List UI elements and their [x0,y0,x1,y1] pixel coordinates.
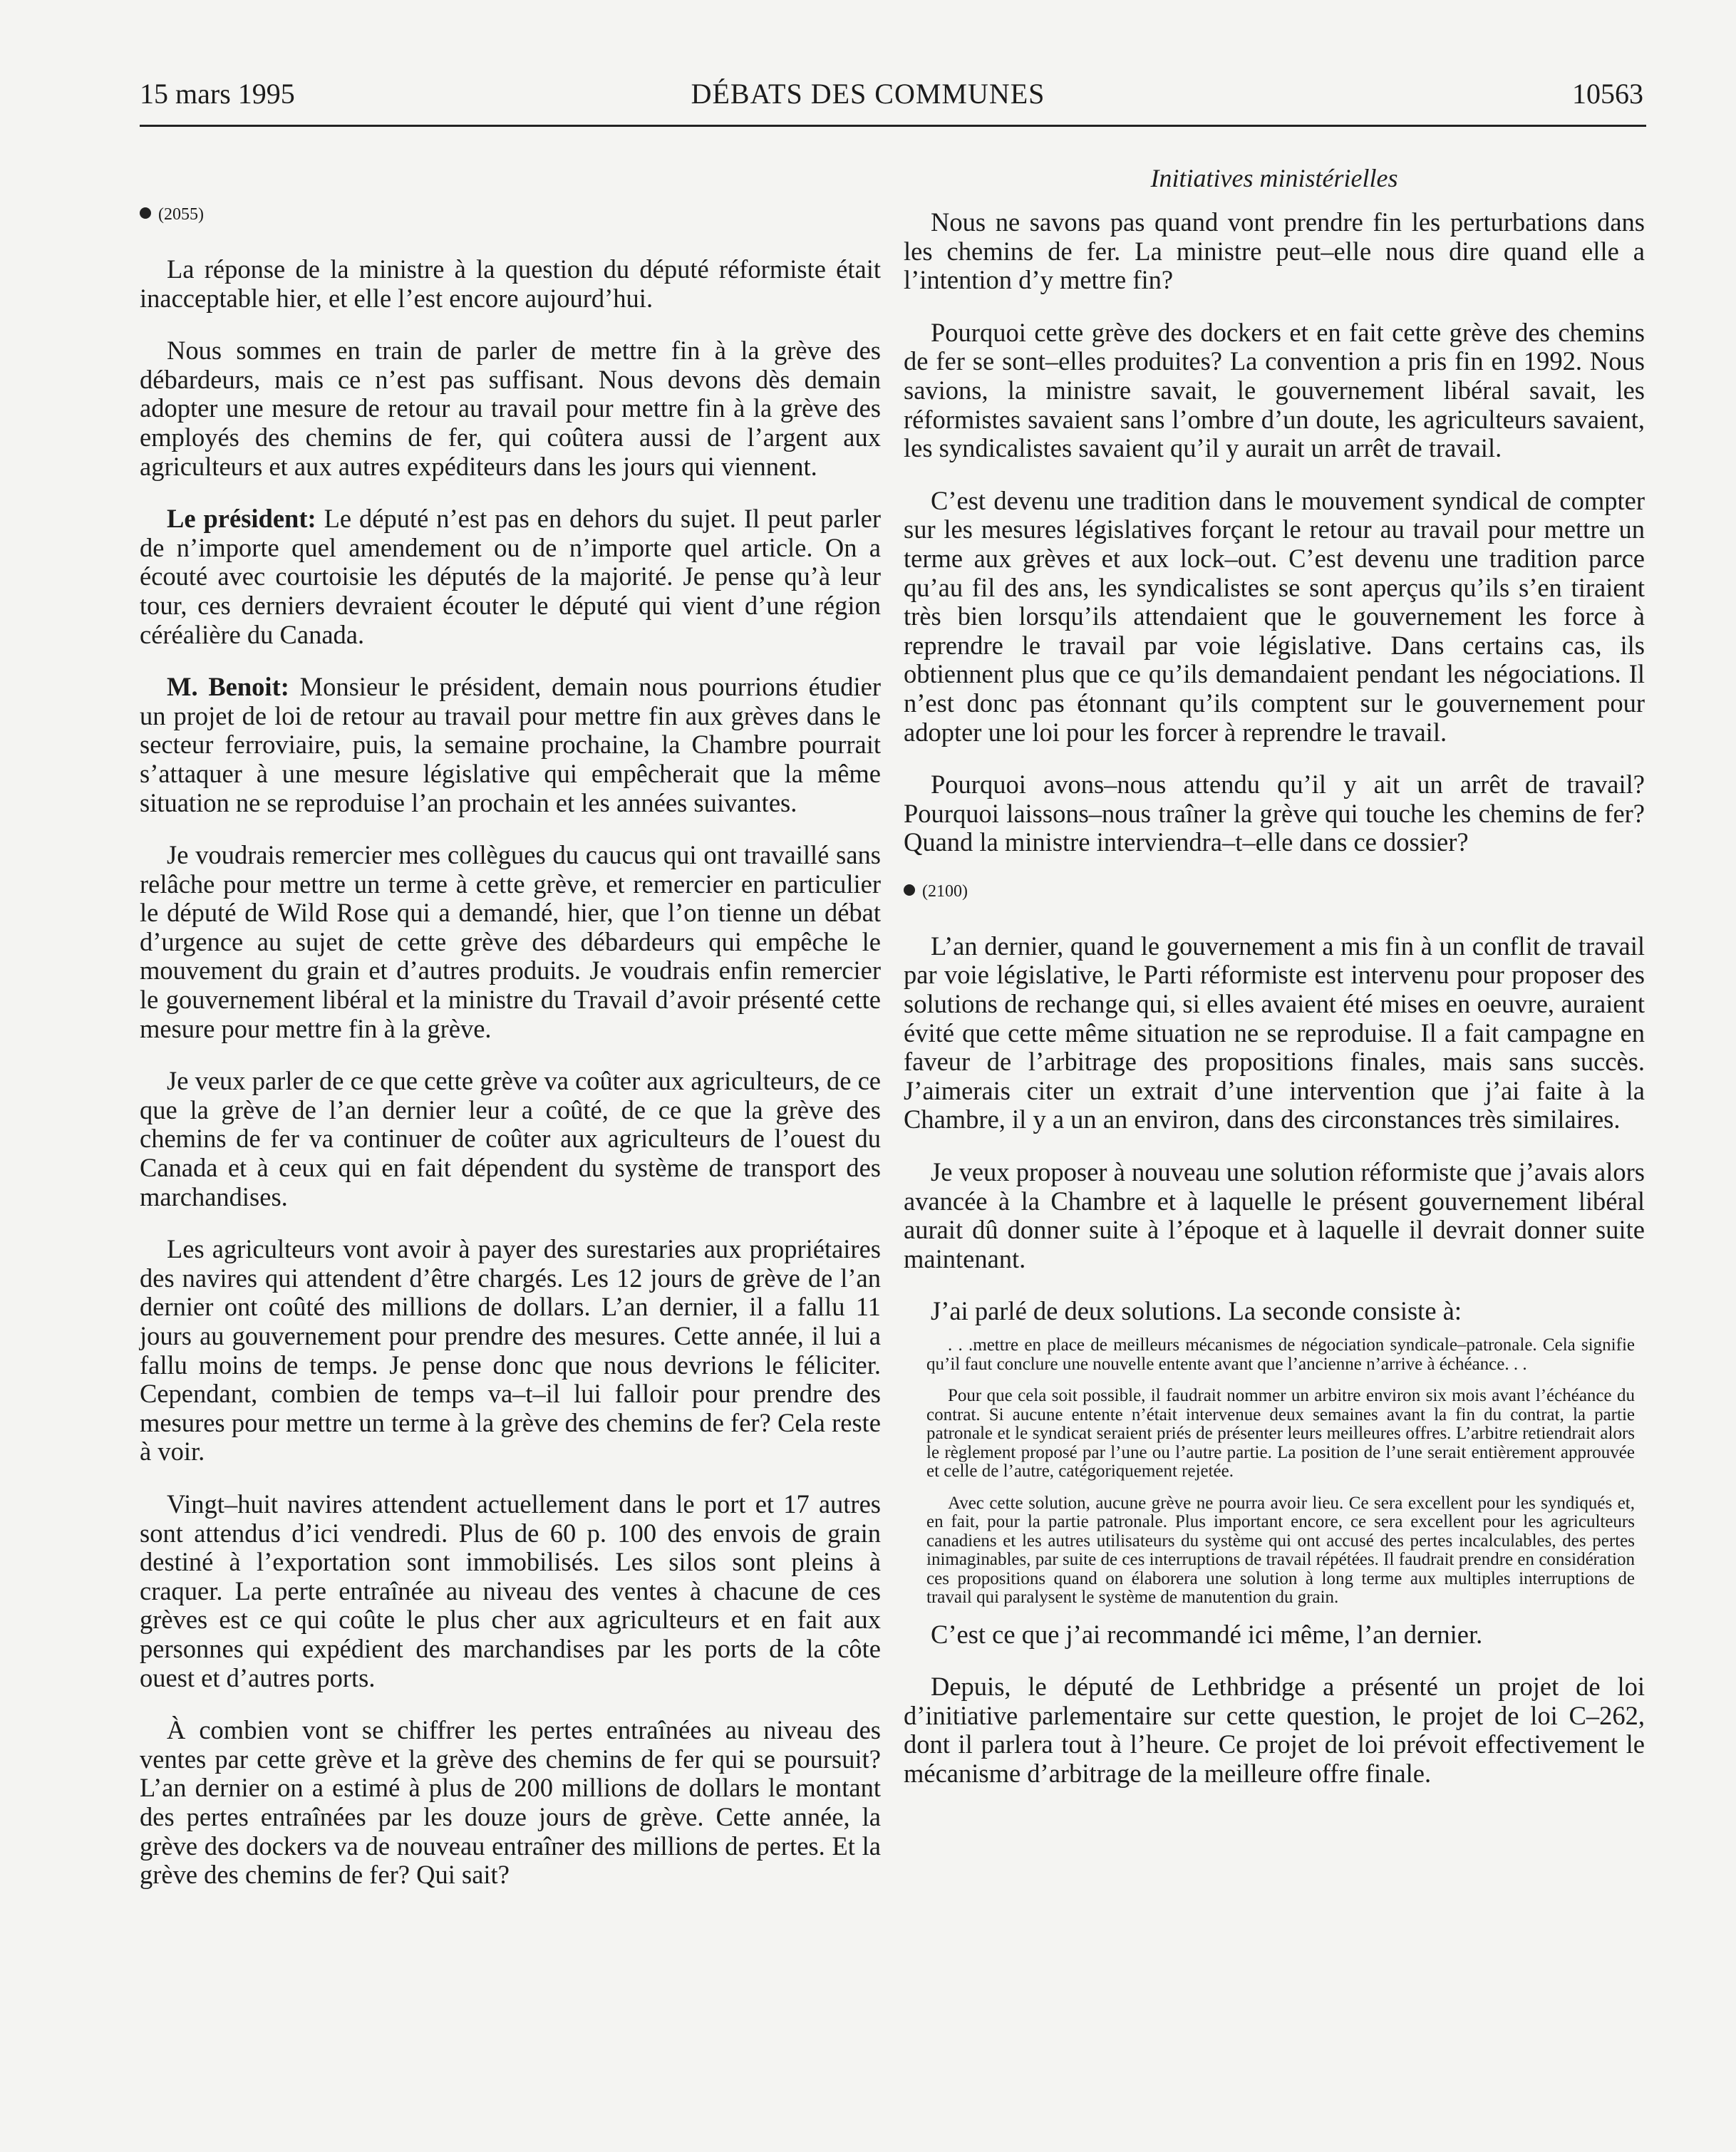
paragraph: Pourquoi cette grève des dockers et en fait cette grève des chemins de fer se sont–elles produites? La convention a pris fin en 1992. Nous savions, la ministre savait, le gouvernement libéral savait, les réformistes savaient sans l’ombre d’un doute, les agriculteurs savaient, les syndicalistes savaient qu’il y aurait un arrêt de travail. [904,317,1645,463]
speaker-name: M. Benoit: [167,672,289,702]
quotation: Avec cette solution, aucune grève ne pourra avoir lieu. Ce sera excellent pour les syndiqués et, en fait, pour la partie patronale. Plus important encore, ce sera excellent pour les agriculteurs canadiens et les autres utilisateurs du système qui ont accusé des pertes incalculables, des pertes inimaginables, par suite de ces interruptions de travail répétées. Il faudrait prendre en considération ces propositions quand on élaborera une solution à long terme aux multiples interruptions de travail qui paralysent le système de manutention du grain. [926,1493,1635,1607]
paragraph: L’an dernier, quand le gouvernement a mis fin à un conflit de travail par voie législative, le Parti réformiste est intervenu pour proposer des solutions de rechange qui, si elles avaient été mises en oeuvre, auraient évité que cette même situation ne se reproduise. Il a fait campagne en faveur de l’arbitrage des propositions finales, mais sans succès. J’aimerais citer un extrait d’une intervention que j’ai faite à la Chambre, il y a un an environ, dans des circonstances très similaires. [904,931,1645,1134]
right-column [904,164,1645,1811]
paragraph: Nous ne savons pas quand vont prendre fin les perturbations dans les chemins de fer. La ministre peut–elle nous dire quand elle a l’intention d’y mettre fin? [904,207,1645,295]
quotation-block [904,1336,1645,1608]
time-marker [904,881,1645,902]
bullet-icon [140,207,151,219]
header-date: 15 mars 1995 [140,78,295,110]
paragraph [140,673,881,817]
quotation: . . .mettre en place de meilleurs mécanismes de négociation syndicale–patronale. Cela signifie qu’il faut conclure une nouvelle entente avant que l’ancienne n’arrive à échéance. . . [926,1335,1635,1374]
time-marker-label: (2100) [922,881,968,901]
paragraph: Pourquoi avons–nous attendu qu’il y ait un arrêt de travail? Pourquoi laissons–nous traîner la grève qui touche les chemins de fer? Quand la ministre interviendra–t–elle dans ce dossier? [904,770,1645,857]
section-heading: Initiatives ministérielles [1150,164,1398,192]
paragraph [140,505,881,649]
bullet-icon [904,884,915,896]
paragraph: Je veux proposer à nouveau une solution réformiste que j’avais alors avancée à la Chambre et à laquelle le présent gouvernement libéral aurait dû donner suite à l’époque et à laquelle il devrait donner suite maintenant. [904,1157,1645,1273]
speech-text: Le député n’est pas en dehors du sujet. Il peut parler de n’importe quel amendement ou de n’importe quel article. On a écouté avec courtoisie les députés de la majorité. Je pense qu’à leur tour, ces derniers devraient écouter le député qui vient d’une région céréalière du Canada. [140,504,882,649]
paragraph: Je veux parler de ce que cette grève va coûter aux agriculteurs, de ce que la grève de l’an dernier leur a coûté, de ce que la grève des chemins de fer va continuer de coûter aux agriculteurs de l’ouest du Canada et à ceux qui en fait dépendent du système de transport des marchandises. [140,1066,881,1211]
paragraph: C’est devenu une tradition dans le mouvement syndical de compter sur les mesures législatives forçant le retour au travail pour mettre un terme aux grèves et aux lock–out. C’est devenu une tradition parce qu’au fil des ans, les syndicalistes se sont aperçus qu’ils s’en tiraient très bien lorsqu’ils attendaient que le gouvernement les force à reprendre le travail par voie législative. Dans certains cas, ils obtiennent plus que ce qu’ils demandaient pendant les négociations. Il n’est donc pas étonnant qu’ils comptent sur le gouvernement pour adopter une loi pour les forcer à reprendre le travail. [904,485,1645,747]
header-title: DÉBATS DES COMMUNES [691,78,1045,110]
time-marker-label: (2055) [158,205,204,224]
paragraph: À combien vont se chiffrer les pertes entraînées au niveau des ventes par cette grève et la grève des chemins de fer qui se poursuit? L’an dernier on a estimé à plus de 200 millions de dollars le montant des pertes entraînées par les douze jours de grève. Cette année, la grève des dockers va de nouveau entraîner des millions de pertes. Et la grève des chemins de fer? Qui sait? [140,1715,881,1890]
paragraph: Je voudrais remercier mes collègues du caucus qui ont travaillé sans relâche pour mettre un terme à cette grève, et remercier en particulier le député de Wild Rose qui a demandé, hier, que l’on tienne un débat d’urgence au sujet de cette grève des débardeurs qui empêche le mouvement du grain et d’autres produits. Je voudrais enfin remercier le gouvernement libéral et la ministre du Travail d’avoir présenté cette mesure pour mettre fin à la grève. [140,840,881,1043]
paragraph: Les agriculteurs vont avoir à payer des surestaries aux propriétaires des navires qui attendent d’être chargés. Les 12 jours de grève de l’an dernier ont coûté des millions de dollars. L’an dernier, il a fallu 11 jours au gouvernement pour prendre des mesures. Cette année, il lui a fallu moins de temps. Je pense donc que nous devrions le féliciter. Cependant, combien de temps va–t–il lui falloir pour prendre des mesures pour mettre un terme à la grève des chemins de fer? Cela reste à voir. [140,1234,881,1466]
paragraph: Depuis, le député de Lethbridge a présenté un projet de loi d’initiative parlementaire sur cette question, le projet de loi C–262, dont il parlera tout à l’heure. Ce projet de loi prévoit effectivement le mécanisme d’arbitrage de la meilleure offre finale. [904,1672,1645,1788]
quotation: Pour que cela soit possible, il faudrait nommer un arbitre environ six mois avant l’échéance du contrat. Si aucune entente n’était intervenue deux semaines avant la fin du contrat, la partie patronale et le syndicat seraient priés de présenter leurs meilleures offres. L’arbitre retiendrait alors le règlement proposé par l’une ou l’autre partie. La position de l’une serait entièrement approuvée et celle de l’autre, catégoriquement rejetée. [926,1386,1635,1481]
header-page-number: 10563 [1572,78,1643,110]
paragraph: C’est ce que j’ai recommandé ici même, l’an dernier. [931,1619,1483,1649]
header-rule [140,125,1646,127]
paragraph: La réponse de la ministre à la question du député réformiste était inacceptable hier, et elle l’est encore aujourd’hui. [140,254,881,313]
left-column [140,204,881,1913]
paragraph: Nous sommes en train de parler de mettre fin à la grève des débardeurs, mais ce n’est pas suffisant. Nous devons dès demain adopter une mesure de retour au travail pour mettre fin à la grève des employés des chemins de fer, qui coûtera aussi de l’argent aux agriculteurs et aux autres expéditeurs dans les jours qui viennent. [140,336,881,481]
speech-text: Monsieur le président, demain nous pourrions étudier un projet de loi de retour au travail pour mettre fin aux grèves dans le secteur ferroviaire, puis, la semaine prochaine, la Chambre pourrait s’attaquer à une mesure législative qui empêcherait que la même situation ne se reproduise l’an prochain et les années suivantes. [140,672,882,817]
paragraph: J’ai parlé de deux solutions. La seconde consiste à: [931,1296,1462,1326]
paragraph: Vingt–huit navires attendent actuellement dans le port et 17 autres sont attendus d’ici vendredi. Plus de 60 p. 100 des envois de grain destiné à l’exportation sont immobilisés. Les silos sont pleins à craquer. La perte entraînée au niveau des ventes à chacune de ces grèves est ce qui coûte le plus cher aux agriculteurs et en fait aux personnes qui expédient des marchandises par les ports de la côte ouest et d’autres ports. [140,1489,881,1692]
time-marker [140,204,881,225]
speaker-name: Le président: [167,504,316,534]
